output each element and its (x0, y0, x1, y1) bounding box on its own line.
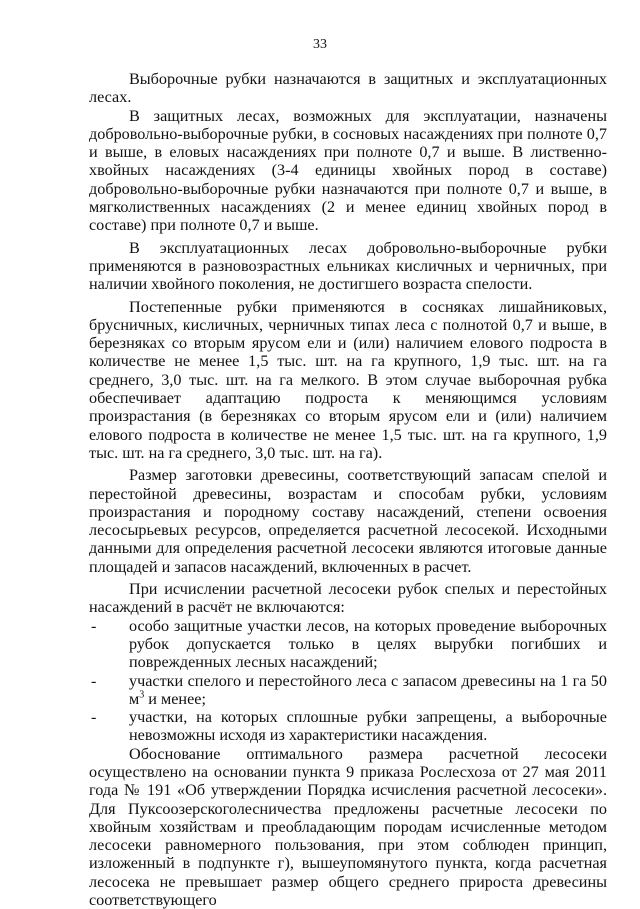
list-item-text: особо защитные участки лесов, на которых проведение выборочных рубок допускается только в целях вырубки погибших и поврежденных лесных насаждений; (129, 616, 607, 672)
paragraph-gradual-logging: Постепенные рубки применяются в сосняках лишайниковых, брусничных, кисличных, черничных типах леса с полнотой 0,7 и выше, в березняках со вторым ярусом ели и (или) наличием елового подроста в количестве не менее 1,5 тыс. шт. на га крупного, 1,9 тыс. шт. на га среднего, 3,0 тыс. шт. на га мелкого. В этом случае выборочная рубка обеспечивает адаптацию подроста к меняющимся условиям произрастания (в березняках со вторым ярусом ели и (или) наличием елового подроста в количестве не менее 1,5 тыс. шт. на га крупного, 1,9 тыс. шт. на га среднего, 3,0 тыс. шт. на га). (89, 297, 607, 462)
list-dash: - (91, 671, 97, 690)
list-item-text: участки, на которых сплошные рубки запрещены, а выборочные невозможны исходя из характеристики насаждения. (129, 708, 607, 745)
paragraph-optimal-size-rationale: Обоснование оптимального размера расчетной лесосеки осуществлено на основании пункта 9 приказа Рослесхоза от 27 мая 2011 года № 191 «Об утверждении Порядка исчисления расчетной лесосеки». Для Пуксоозерскоголесничества предложены расчетные лесосеки по хвойным хозяйствам и преобладающим породам исчисленные методом лесосеки равномерного пользования, при этом соблюден принцип, изложенный в подпункте г), вышеупомянутого пункта, когда расчетная лесосека не превышает размер общего среднего прироста древесины соответствующего (89, 744, 607, 909)
page-number: 33 (313, 37, 327, 52)
list-item-text: участки спелого и перестойного леса с запасом древесины на 1 га 50 м (129, 671, 607, 708)
paragraph-protective-forests: В защитных лесах, возможных для эксплуатации, назначены добровольно-выборочные рубки, в сосновых насаждениях при полноте 0,7 и выше, в еловых насаждениях при полноте 0,7 и выше. В лиственно-хвойных насаждениях (3-4 единицы хвойных пород в составе) добровольно-выборочные рубки назначаются при полноте 0,7 и выше, в мягколиственных насаждениях (2 и менее единиц хвойных пород в составе) при полноте 0,7 и выше. (89, 106, 607, 235)
paragraph-exploitation-forests: В эксплуатационных лесах добровольно-выборочные рубки применяются в разновозрастных ельниках кисличных и черничных, при наличии хвойного поколения, не достигшего возраста спелости. (89, 238, 607, 294)
superscript-cubic: 3 (139, 689, 145, 701)
list-item (89, 672, 607, 709)
list-dash: - (91, 616, 97, 635)
paragraph-exclusions-intro: При исчислении расчетной лесосеки рубок спелых и перестойных насаждений в расчёт не включаются: (89, 580, 607, 617)
list-dash: - (91, 708, 97, 727)
document-body (89, 70, 607, 909)
list-item (89, 708, 607, 745)
paragraph-selective-logging-intro: Выборочные рубки назначаются в защитных и эксплуатационных лесах. (89, 70, 607, 107)
list-item (89, 617, 607, 672)
list-item-text-tail: и менее; (144, 689, 206, 708)
paragraph-harvest-size: Размер заготовки древесины, соответствующий запасам спелой и перестойной древесины, возрастам и способам рубки, условиям произрастания и породному составу насаждений, степени освоения лесосырьевых ресурсов, определяется расчетной лесосекой. Исходными данными для определения расчетной лесосеки являются итоговые данные площадей и запасов насаждений, включенных в расчет. (89, 466, 607, 576)
